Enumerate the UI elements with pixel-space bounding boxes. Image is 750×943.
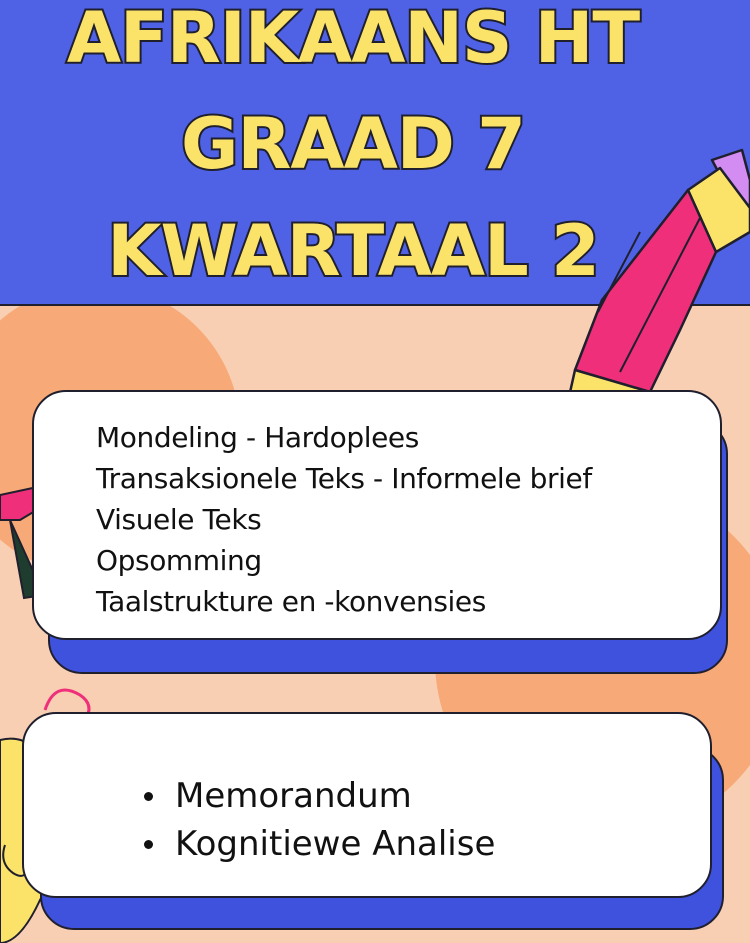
topic-item: Transaksionele Teks - Informele brief [96,462,592,495]
topic-item: Taalstrukture en -konvensies [96,585,486,618]
bullet-item [144,772,495,820]
bullet-dot-icon [144,792,153,801]
title-line-1: AFRIKAANS HT [66,0,640,79]
topic-item: Mondeling - Hardoplees [96,421,419,454]
title-line-2: GRAAD 7 [181,103,525,185]
bullet-item [144,820,495,868]
topics-list [96,417,592,622]
bullet-text: Kognitiewe Analise [175,824,496,864]
topics-card [32,390,722,640]
topic-item: Opsomming [96,544,262,577]
topic-item: Visuele Teks [96,503,262,536]
title-line-3: KWARTAAL 2 [107,210,599,292]
bullet-text: Memorandum [175,776,412,816]
extras-card [22,712,712,898]
bullet-dot-icon [144,840,153,849]
extras-list [144,772,495,868]
